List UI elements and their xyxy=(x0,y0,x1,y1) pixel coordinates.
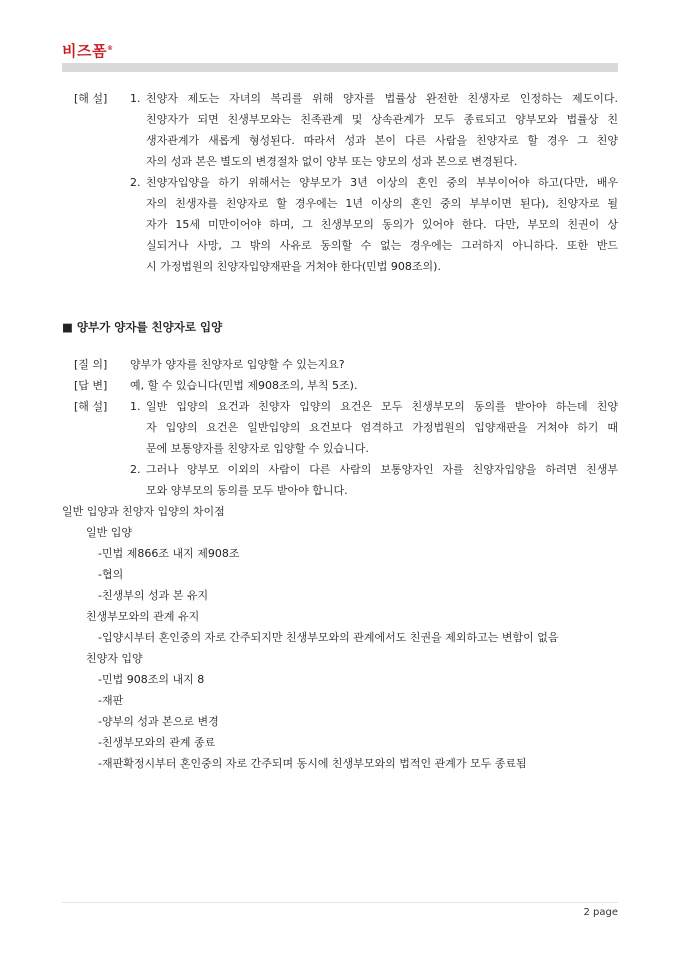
list-item: -친생부모와의 관계 종료 xyxy=(98,736,216,749)
section-heading xyxy=(62,320,222,334)
list-item: -친생부의 성과 본 유지 xyxy=(98,589,209,602)
paragraph-line: 그러나 양부모 이외의 사람이 다른 사람의 보통양자인 자를 친양자입양을 하려면 친생부 xyxy=(146,463,618,476)
paragraph-line: 실되거나 사망, 그 밖의 사유로 동의할 수 없는 경우에는 그러하지 아니하다. 또한 반드 xyxy=(146,239,618,252)
explanation-label: [해 설] xyxy=(74,92,108,105)
item-number: 1. xyxy=(130,92,141,105)
general-adoption-heading: 일반 입양 xyxy=(86,526,133,539)
paragraph-line: 자 입양의 요건은 일반입양의 요건보다 엄격하고 가정법원의 입양재판을 거쳐야 하기 때 xyxy=(146,421,618,434)
list-item: -재판확정시부터 혼인중의 자로 간주되며 동시에 친생부모와의 법적인 관계가 모두 종료됨 xyxy=(98,757,527,770)
square-bullet-icon: ■ xyxy=(62,320,73,334)
list-item: -민법 908조의 내지 8 xyxy=(98,673,205,686)
item-number: 2. xyxy=(130,176,141,189)
registered-mark: ® xyxy=(106,45,114,52)
paragraph-line: 친양자입양을 하기 위해서는 양부모가 3년 이상의 혼인 중의 부부이어야 하고(다만, 배우 xyxy=(146,176,618,189)
answer-label: [답 변] xyxy=(74,379,108,392)
item-number: 1. xyxy=(130,400,141,413)
paragraph-line: 친양자가 되면 친생부모와는 친족관계 및 상속관계가 모두 종료되고 양부모와 법률상 친 xyxy=(146,113,618,126)
paragraph-line: 자의 성과 본은 별도의 변경절차 없이 양부 또는 양모의 성과 본으로 변경된다. xyxy=(146,155,518,168)
paragraph-line: 친양자 제도는 자녀의 복리를 위해 양자를 법률상 완전한 친생자로 인정하는 제도이다. xyxy=(146,92,618,105)
list-item: -재판 xyxy=(98,694,124,707)
header-bar xyxy=(62,63,618,72)
footer-rule xyxy=(62,902,618,903)
section-title: 양부가 양자를 친양자로 입양 xyxy=(76,320,223,334)
paragraph-line: 생자관계가 새롭게 형성된다. 따라서 성과 본이 다른 사람을 친양자로 할 경우 그 친양 xyxy=(146,134,618,147)
paragraph-line: 일반 입양의 요건과 친양자 입양의 요건은 모두 친생부모의 동의를 받아야 하는데 친양 xyxy=(146,400,618,413)
list-item: -민법 제866조 내지 제908조 xyxy=(98,547,240,560)
paragraph-line: 시 가정법원의 친양자입양재판을 거쳐야 한다(민법 908조의). xyxy=(146,260,441,273)
bizform-logo xyxy=(62,40,113,61)
question-label: [질 의] xyxy=(74,358,108,371)
list-item: -입양시부터 혼인중의 자로 간주되지만 친생부모와의 관계에서도 친권을 제외하고는 변함이 없음 xyxy=(98,631,559,644)
item-number: 2. xyxy=(130,463,141,476)
list-item: -협의 xyxy=(98,568,124,581)
paragraph-line: 문에 보통양자를 친양자로 입양할 수 있습니다. xyxy=(146,442,369,455)
paragraph-line: 자의 친생자를 친양자로 할 경우에는 1년 이상의 혼인 중의 부부이면 된다), 친양자로 될 xyxy=(146,197,618,210)
paragraph-line: 모와 양부모의 동의를 모두 받아야 합니다. xyxy=(146,484,348,497)
relation-heading: 친생부모와의 관계 유지 xyxy=(86,610,200,623)
question-text: 양부가 양자를 친양자로 입양할 수 있는지요? xyxy=(130,358,345,371)
list-item: -양부의 성과 본으로 변경 xyxy=(98,715,219,728)
answer-text: 예, 할 수 있습니다(민법 제908조의, 부칙 5조). xyxy=(130,379,358,392)
differences-title: 일반 입양과 친양자 입양의 차이점 xyxy=(62,505,225,518)
explanation-label: [해 설] xyxy=(74,400,108,413)
full-adoption-heading: 친양자 입양 xyxy=(86,652,143,665)
paragraph-line: 자가 15세 미만이어야 하며, 그 친생부모의 동의가 있어야 한다. 다만, 부모의 친권이 상 xyxy=(146,218,618,231)
logo-text: 비즈폼 xyxy=(62,42,107,60)
page-number: 2 page xyxy=(583,907,618,918)
